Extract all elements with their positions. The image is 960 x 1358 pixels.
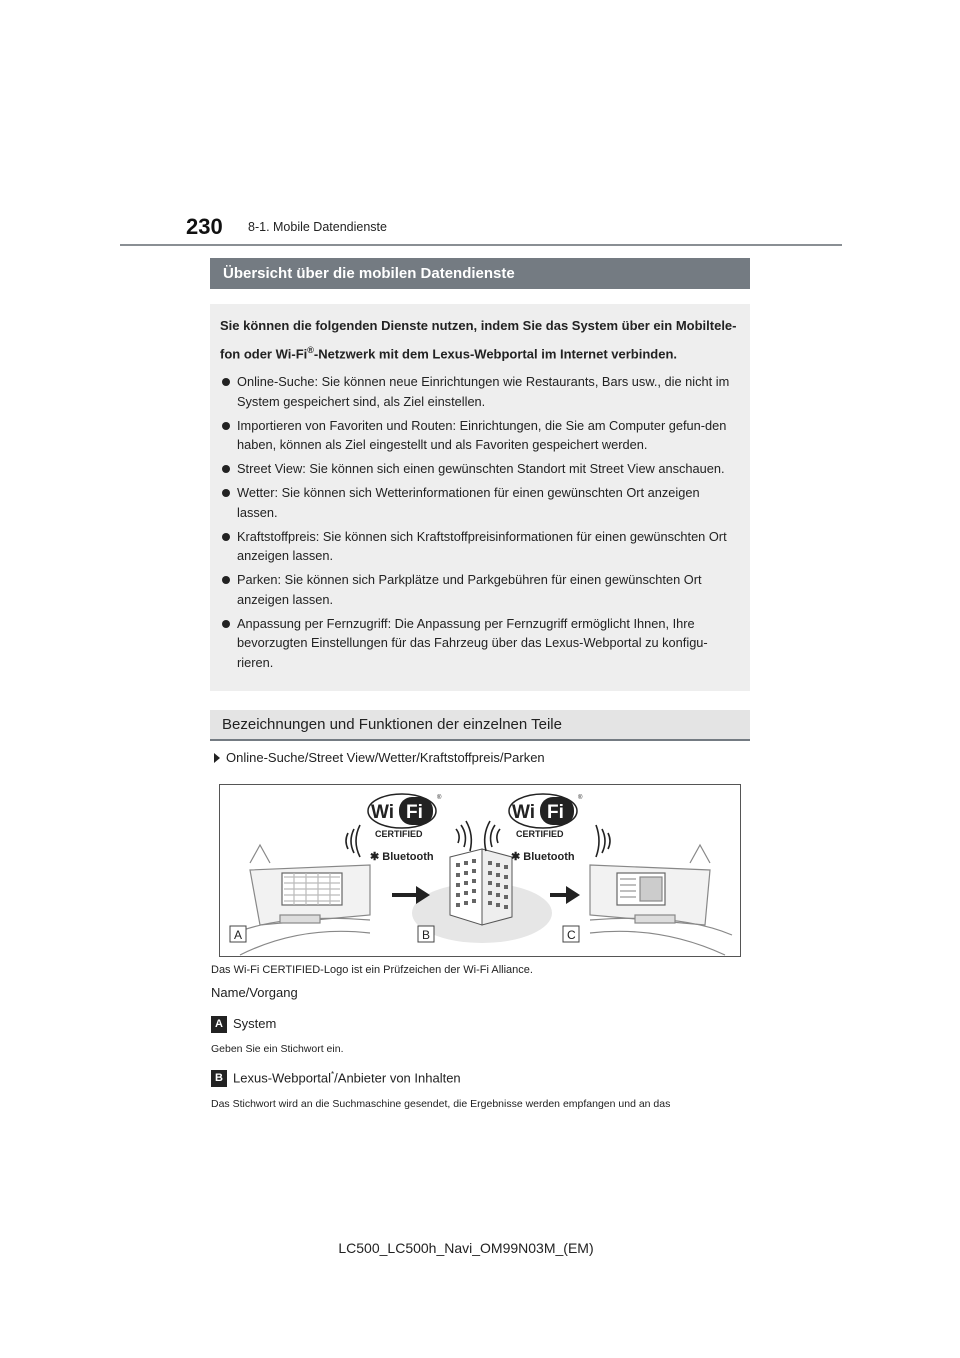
svg-text:Wi: Wi (371, 802, 395, 823)
arrow-right-icon (550, 886, 580, 904)
label-b (418, 926, 434, 942)
section-title: Übersicht über die mobilen Datendienste (223, 265, 515, 282)
bullet-icon (222, 620, 230, 628)
svg-text:CERTIFIED: CERTIFIED (516, 829, 564, 839)
item-a-label: System (233, 1016, 277, 1031)
svg-text:®: ® (437, 795, 442, 801)
car-dashboard-a (230, 845, 370, 955)
triangle-icon (214, 753, 220, 763)
item-b-description: Das Stichwort wird an die Suchmaschine gesendet, die Ergebnisse werden empfangen und an das (211, 1098, 671, 1110)
service-list (220, 372, 738, 672)
illustration (219, 784, 741, 957)
subheading: Online-Suche/Street View/Wetter/Kraftstoffpreis/Parken (214, 750, 545, 765)
svg-text:CERTIFIED: CERTIFIED (375, 829, 423, 839)
svg-text:Fi: Fi (547, 802, 564, 823)
svg-text:A: A (234, 928, 243, 942)
page-number: 230 (186, 214, 223, 239)
overview-box (210, 304, 750, 691)
section-title: Bezeichnungen und Funktionen der einzelnen Teile (222, 716, 562, 733)
list-item: Parken: Sie können sich Parkplätze und Parkgebühren für einen gewünschten Ort anzeigen lassen. (220, 570, 738, 609)
section-header-overview (210, 258, 750, 289)
item-b-label: Lexus-Webportal*/Anbieter von Inhalten (233, 1070, 461, 1086)
list-item: Wetter: Sie können sich Wetterinformationen für einen gewünschten Ort anzeigen lassen. (220, 483, 738, 522)
svg-text:Fi: Fi (406, 802, 423, 823)
svg-text:C: C (567, 928, 576, 942)
label-c (563, 926, 579, 942)
section-header-parts (210, 710, 750, 741)
list-item: Importieren von Favoriten und Routen: Einrichtungen, die Sie am Computer gefun-den haben, können als Ziel eingestellt und als Favoriten gespeichert werden. (220, 416, 738, 455)
intro-text: Sie können die folgenden Dienste nutzen, indem Sie das System über ein Mobiltele- fon oder Wi-Fi®-Netzwerk mit dem Lexus-Webportal im Internet verbinden. (220, 318, 737, 362)
wifi-certified-logo (509, 794, 583, 863)
header-rule (120, 244, 842, 246)
car-dashboard-c (590, 845, 732, 955)
tag-a: A (211, 1016, 227, 1033)
footer-code: LC500_LC500h_Navi_OM99N03M_(EM) (338, 1240, 594, 1256)
bullet-icon (222, 576, 230, 584)
list-item: Kraftstoffpreis: Sie können sich Kraftstoffpreisinformationen für einen gewünschten Ort anzeigen lassen. (220, 527, 738, 566)
bullet-icon (222, 378, 230, 386)
bullet-icon (222, 422, 230, 430)
item-a-description: Geben Sie ein Stichwort ein. (211, 1043, 344, 1055)
bullet-icon (222, 465, 230, 473)
svg-text:✱ Bluetooth: ✱ Bluetooth (370, 851, 434, 863)
bullet-icon (222, 533, 230, 541)
name-heading: Name/Vorgang (211, 985, 298, 1000)
svg-text:✱ Bluetooth: ✱ Bluetooth (511, 851, 575, 863)
bullet-icon (222, 489, 230, 497)
illustration-caption: Das Wi-Fi CERTIFIED-Logo ist ein Prüfzeichen der Wi-Fi Alliance. (211, 964, 533, 976)
list-item: Anpassung per Fernzugriff: Die Anpassung per Fernzugriff ermöglicht Ihnen, Ihre bevorzugten Einstellungen für das Fahrzeug über das Lexus-Webportal zu konfigu-rieren. (220, 614, 738, 673)
svg-text:B: B (422, 928, 431, 942)
chapter-title: 8-1. Mobile Datendienste (248, 220, 387, 234)
tag-b: B (211, 1070, 227, 1087)
svg-text:Wi: Wi (512, 802, 536, 823)
list-item: Online-Suche: Sie können neue Einrichtungen wie Restaurants, Bars usw., die nicht im System gespeichert sind, als Ziel einstellen. (220, 372, 738, 411)
wifi-certified-logo (368, 794, 442, 863)
list-item: Street View: Sie können sich einen gewünschten Standort mit Street View anschauen. (220, 459, 738, 479)
svg-text:®: ® (578, 795, 583, 801)
label-a (230, 926, 246, 942)
